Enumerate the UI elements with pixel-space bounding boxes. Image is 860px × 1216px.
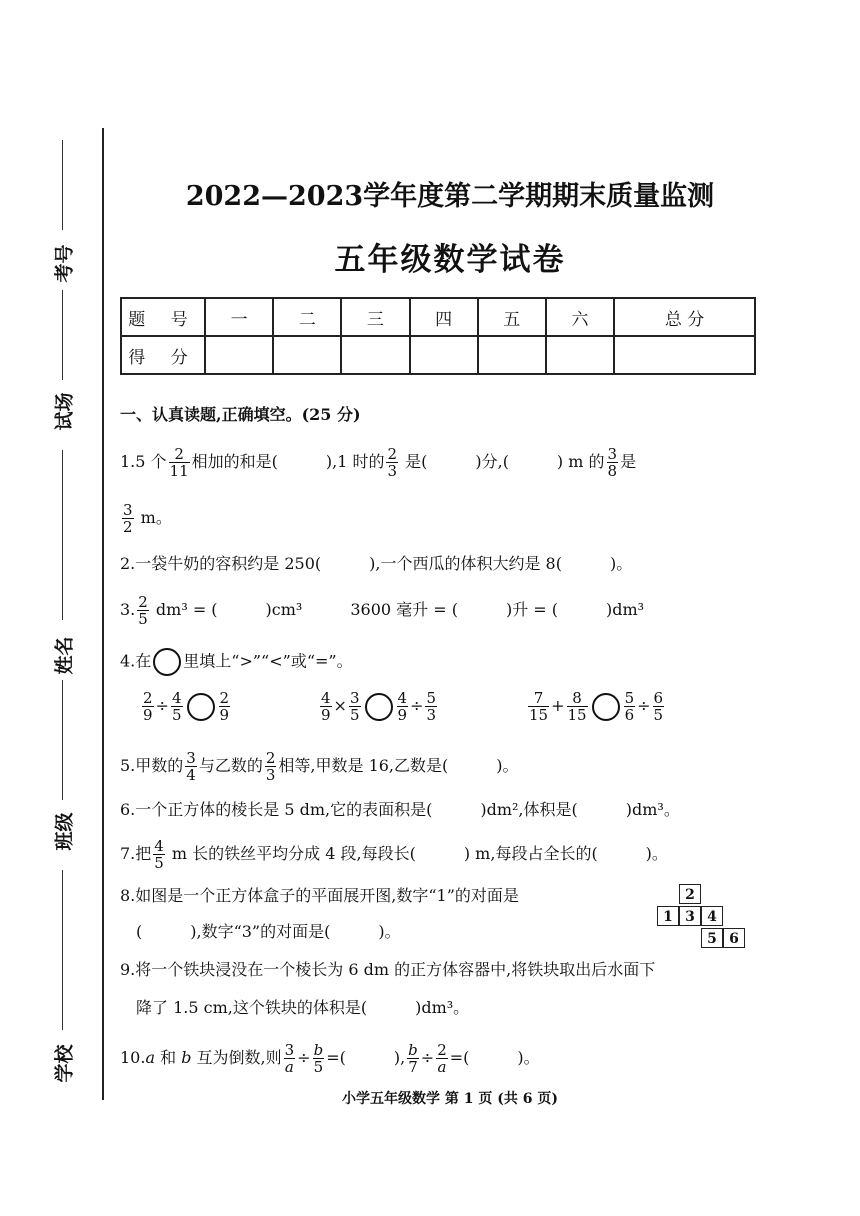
fraction	[169, 446, 190, 479]
numerator: 2	[169, 446, 190, 463]
fraction	[185, 750, 197, 783]
question-4	[120, 648, 353, 676]
room-label: 试场	[53, 392, 76, 431]
question-1	[120, 446, 636, 479]
fraction	[349, 690, 361, 723]
numerator-var: b	[313, 1041, 324, 1059]
numerator: 2	[387, 445, 398, 463]
numerator: 5	[624, 689, 635, 707]
school-line	[62, 870, 63, 1030]
denominator: 3	[265, 766, 276, 784]
class-label: 班级	[53, 812, 76, 851]
answer-circle[interactable]	[365, 693, 393, 721]
denominator: 3	[387, 462, 398, 480]
numerator: 3	[123, 501, 133, 519]
score-header-cell: 四	[410, 298, 478, 336]
question-6: 6.一个正方体的棱长是 5 dm,它的表面积是( )dm²,体积是( )dm³。	[120, 800, 680, 819]
q1-text-e: m。	[140, 508, 172, 527]
q1-text-b: 相加的和是( ),1 时的	[191, 452, 385, 471]
denominator: 15	[529, 706, 549, 724]
denominator: 15	[567, 706, 587, 724]
fraction	[436, 1042, 448, 1075]
q4-text-a: 4.在	[120, 651, 152, 671]
score-row-label: 得 分	[121, 336, 205, 374]
denominator: 5	[653, 706, 664, 724]
question-7	[120, 838, 668, 871]
fraction	[153, 838, 165, 871]
denominator: 5	[349, 706, 360, 724]
fraction	[425, 690, 437, 723]
net-cell: 3	[679, 906, 701, 926]
denominator	[284, 1059, 296, 1075]
score-cell	[546, 336, 614, 374]
page-footer: 小学五年级数学 第 1 页 (共 6 页)	[342, 1091, 558, 1107]
numerator: 4	[397, 689, 408, 707]
score-header-cell: 六	[546, 298, 614, 336]
q4-text-b: 里填上“>”“<”或“=”。	[183, 651, 353, 671]
q10-text-c: 互为倒数,则	[191, 1048, 282, 1067]
fraction	[653, 690, 665, 723]
fraction	[624, 690, 636, 723]
operator: ÷	[410, 696, 424, 715]
q5-text-b: 与乙数的	[198, 756, 263, 775]
net-cell: 1	[657, 906, 679, 926]
variable-a: a	[145, 1048, 155, 1067]
exam-no-label: 考号	[53, 244, 76, 283]
numerator: 4	[154, 837, 164, 855]
q4-expression-3	[526, 690, 666, 723]
denominator: 9	[321, 706, 331, 724]
fraction	[607, 446, 619, 479]
exam-subtitle: 五年级数学试卷	[334, 242, 566, 278]
room-line	[62, 290, 63, 380]
denominator: 5	[313, 1058, 324, 1076]
question-1-cont	[120, 502, 172, 535]
fraction	[397, 690, 409, 723]
score-cell	[410, 336, 478, 374]
net-cell: 5	[701, 928, 723, 948]
operator: ÷	[420, 1048, 435, 1067]
fraction	[386, 446, 398, 479]
variable-b: b	[181, 1048, 192, 1067]
compare-circle-icon	[153, 648, 181, 676]
denominator: 5	[154, 854, 164, 872]
denominator: 9	[397, 706, 408, 724]
numerator-var: b	[408, 1041, 418, 1059]
score-cell	[273, 336, 341, 374]
score-cell	[478, 336, 546, 374]
fraction	[219, 690, 231, 723]
q5-text-c: 相等,甲数是 16,乙数是( )。	[278, 756, 519, 775]
denominator: 9	[219, 706, 230, 724]
school-label: 学校	[53, 1044, 76, 1083]
question-2: 2.一袋牛奶的容积约是 250( ),一个西瓜的体积大约是 8( )。	[120, 554, 633, 573]
numerator: 2	[437, 1041, 447, 1059]
denominator: 6	[624, 706, 635, 724]
question-8-line1: 8.如图是一个正方体盒子的平面展开图,数字“1”的对面是	[120, 886, 519, 905]
denominator: 9	[143, 706, 153, 724]
name-label: 姓名	[53, 636, 76, 675]
denominator: 2	[123, 518, 133, 536]
score-table	[120, 297, 756, 375]
numerator: 4	[171, 689, 182, 707]
fraction	[567, 690, 588, 723]
exam-title: 2022—2023学年度第二学期期末质量监测	[185, 181, 715, 212]
operator: ×	[333, 696, 347, 715]
denominator: 11	[169, 462, 189, 480]
denominator: 5	[138, 610, 148, 628]
fraction	[122, 502, 134, 535]
operator: ÷	[297, 1048, 311, 1067]
numerator: 8	[567, 690, 588, 707]
score-cell	[341, 336, 409, 374]
q1-text-c: 是( )分,( ) m 的	[400, 452, 605, 471]
fraction	[313, 1042, 325, 1075]
answer-circle[interactable]	[187, 693, 215, 721]
numerator: 3	[284, 1041, 295, 1059]
q5-text-a: 5.甲数的	[120, 756, 184, 775]
fraction	[265, 750, 277, 783]
score-header-cell: 题 号	[121, 298, 205, 336]
q10-text-d: =( ),	[326, 1048, 406, 1067]
question-10	[120, 1042, 540, 1075]
score-header-cell: 总 分	[614, 298, 755, 336]
numerator	[407, 1042, 419, 1059]
fraction	[528, 690, 549, 723]
operator: +	[551, 696, 565, 715]
denominator: 7	[408, 1058, 418, 1076]
operator: ÷	[637, 696, 651, 715]
q4-expression-1	[140, 690, 232, 723]
q10-text-b: 和	[155, 1048, 182, 1067]
numerator: 2	[143, 689, 153, 707]
score-header-cell: 一	[205, 298, 273, 336]
net-cell: 6	[723, 928, 745, 948]
numerator: 3	[186, 749, 196, 767]
numerator: 2	[219, 689, 230, 707]
numerator: 3	[607, 445, 618, 463]
answer-circle[interactable]	[592, 693, 620, 721]
q1-text-a: 1.5 个	[120, 452, 167, 471]
numerator	[313, 1042, 325, 1059]
section-heading: 一、认真读题,正确填空。(25 分)	[120, 405, 361, 424]
q7-text-a: 7.把	[120, 844, 152, 863]
q10-text-e: =( )。	[449, 1048, 540, 1067]
operator: ÷	[155, 696, 169, 715]
fraction	[320, 690, 332, 723]
q7-text-b: m 长的铁丝平均分成 4 段,每段长( ) m,每段占全长的( )。	[166, 844, 668, 863]
q1-text-d: 是	[620, 452, 637, 471]
denominator	[436, 1059, 448, 1075]
q10-text-a: 10.	[120, 1048, 146, 1067]
fraction	[171, 690, 183, 723]
numerator: 3	[349, 689, 360, 707]
question-9-line1: 9.将一个铁块浸没在一个棱长为 6 dm 的正方体容器中,将铁块取出后水面下	[120, 960, 656, 979]
score-header-cell: 五	[478, 298, 546, 336]
denominator: 3	[426, 706, 436, 724]
denominator-var: a	[437, 1058, 447, 1076]
denominator: 5	[171, 706, 182, 724]
score-table-score-row	[121, 336, 755, 374]
numerator: 5	[426, 689, 436, 707]
fraction	[407, 1042, 419, 1075]
class-line	[62, 680, 63, 800]
fraction	[137, 594, 149, 627]
question-9-line2: 降了 1.5 cm,这个铁块的体积是( )dm³。	[136, 998, 470, 1017]
score-cell	[205, 336, 273, 374]
question-8-line2: ( ),数字“3”的对面是( )。	[136, 922, 401, 941]
denominator-var: a	[284, 1058, 294, 1076]
name-line	[62, 450, 63, 620]
denominator: 4	[186, 766, 196, 784]
q4-expression-2	[318, 690, 439, 723]
fraction	[284, 1042, 296, 1075]
q3-text-a: 3.	[120, 600, 136, 619]
numerator: 2	[138, 593, 148, 611]
question-5	[120, 750, 519, 783]
score-header-cell: 三	[341, 298, 409, 336]
q3-text-b: dm³ = ( )cm³ 3600 毫升 = ( )升 = ( )dm³	[150, 600, 645, 619]
net-cell: 2	[679, 884, 701, 904]
net-cell: 4	[701, 906, 723, 926]
numerator: 2	[265, 749, 276, 767]
fraction	[142, 690, 154, 723]
numerator: 7	[528, 690, 549, 707]
score-header-cell: 二	[273, 298, 341, 336]
score-table-header-row	[121, 298, 755, 336]
question-3	[120, 594, 644, 627]
denominator: 8	[607, 462, 618, 480]
score-cell	[614, 336, 755, 374]
numerator: 4	[321, 689, 331, 707]
numerator: 6	[653, 689, 664, 707]
